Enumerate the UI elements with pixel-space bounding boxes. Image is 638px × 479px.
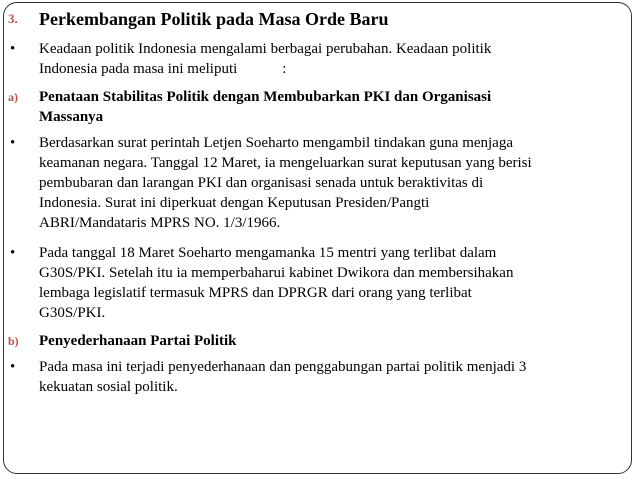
paragraph <box>39 243 623 323</box>
page-title: Perkembangan Politik pada Masa Orde Baru <box>39 9 389 29</box>
text-line: Pada tanggal 18 Maret Soeharto mengamanka 15 mentri yang terlibat dalam <box>39 245 497 261</box>
text-line: Massanya <box>39 109 104 125</box>
text-line: kekuatan sosial politik. <box>39 379 178 395</box>
section-heading <box>39 331 623 351</box>
text-line: ABRI/Mandataris MPRS NO. 1/3/1966. <box>39 215 281 231</box>
list-marker: a) <box>8 90 18 104</box>
text-line: lembaga legislatif termasuk MPRS dan DPRGR dari orang yang terlibat <box>39 285 472 301</box>
text-line: Indonesia pada masa ini meliputi : <box>39 61 287 77</box>
text-line: Keadaan politik Indonesia mengalami berbagai perubahan. Keadaan politik <box>39 41 492 57</box>
text-line: pembubaran dan larangan PKI dan organisasi senada untuk beraktivitas di <box>39 175 484 191</box>
paragraph <box>39 133 623 233</box>
text-line: Penataan Stabilitas Politik dengan Membubarkan PKI dan Organisasi <box>39 89 492 105</box>
paragraph <box>39 39 623 79</box>
slide <box>3 2 632 474</box>
bullet-icon: • <box>10 359 16 375</box>
text-line: Pada masa ini terjadi penyederhanaan dan penggabungan partai politik menjadi 3 <box>39 359 527 375</box>
bullet-icon: • <box>10 245 16 261</box>
heading-number: 3. <box>8 11 18 26</box>
list-marker: b) <box>8 334 19 348</box>
text-line: G30S/PKI. Setelah itu ia memperbaharui kabinet Dwikora dan membersihakan <box>39 265 514 281</box>
text-line: Penyederhanaan Partai Politik <box>39 333 237 349</box>
bullet-icon: • <box>10 41 16 57</box>
text-line: G30S/PKI. <box>39 305 106 321</box>
bullet-icon: • <box>10 135 16 151</box>
text-line: keamanan negara. Tanggal 12 Maret, ia mengeluarkan surat keputusan yang berisi <box>39 155 532 171</box>
paragraph <box>39 357 623 397</box>
section-heading <box>39 87 623 127</box>
text-line: Berdasarkan surat perintah Letjen Soeharto mengambil tindakan guna menjaga <box>39 135 514 151</box>
text-line: Indonesia. Surat ini diperkuat dengan Keputusan Presiden/Pangti <box>39 195 430 211</box>
